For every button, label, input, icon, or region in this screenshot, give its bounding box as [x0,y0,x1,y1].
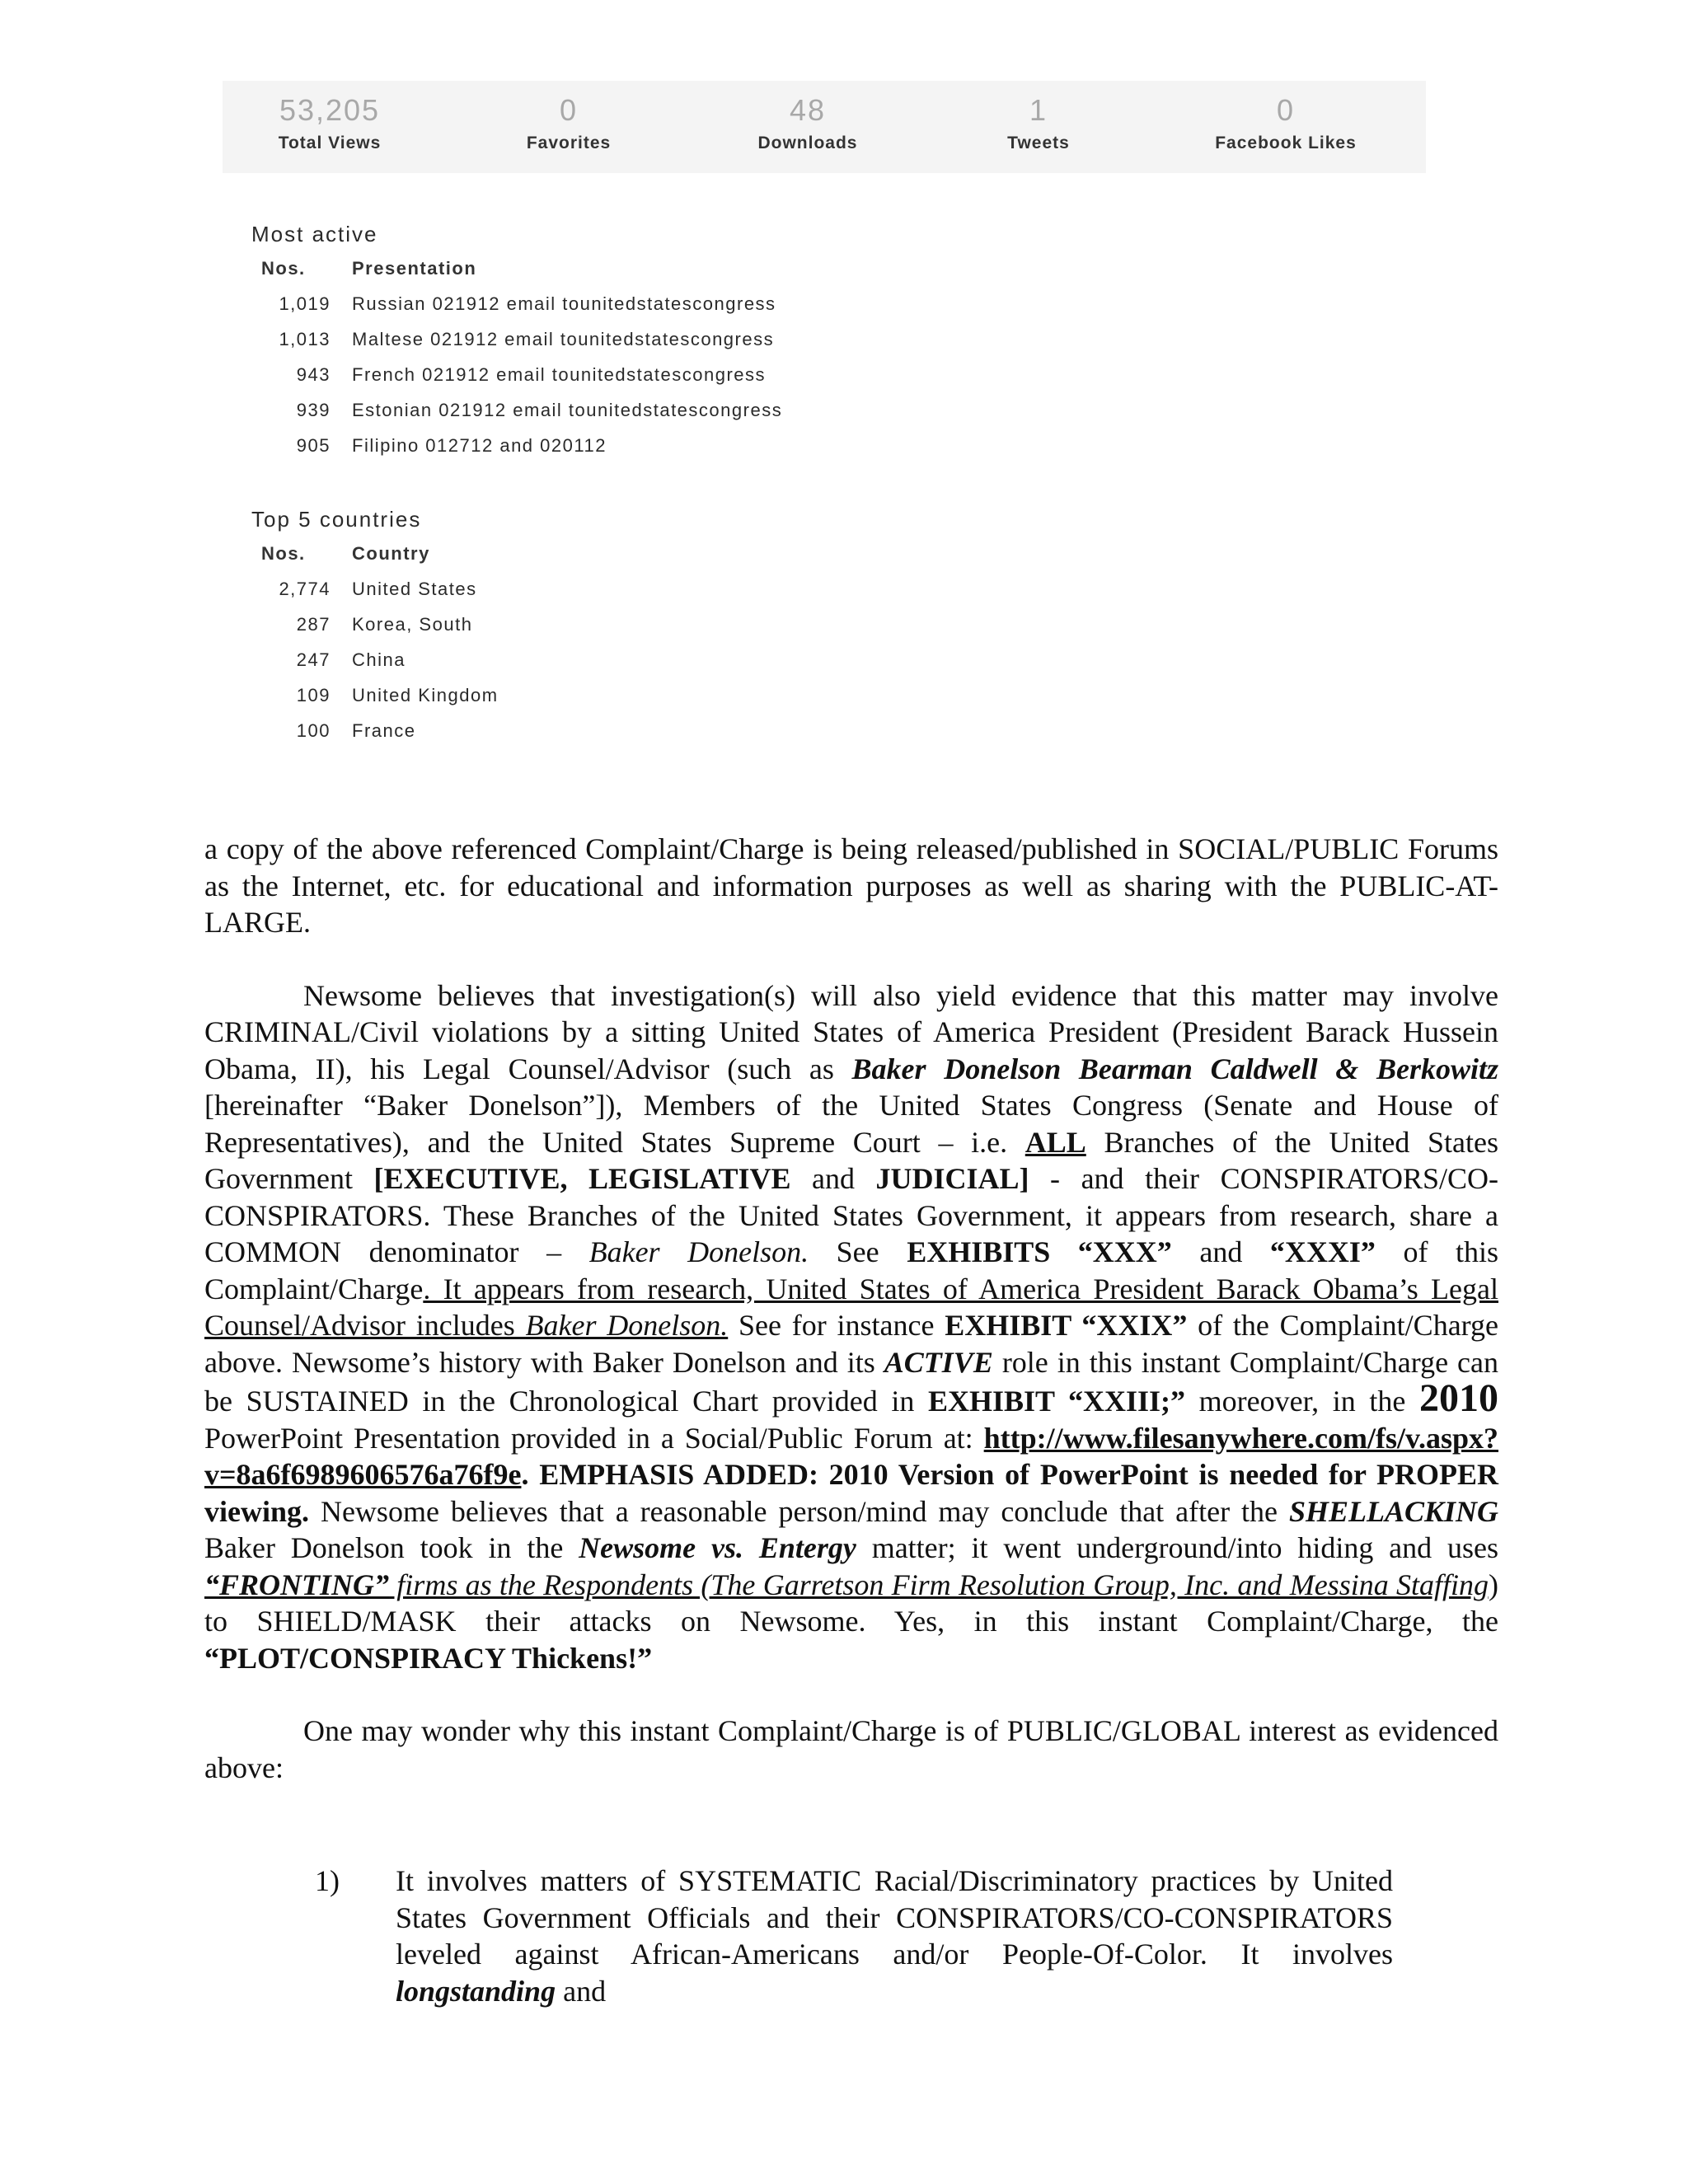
most-active-title: Most active [251,222,378,246]
exhibit-ref-xxix: EXHIBIT “XXIX” [945,1309,1188,1342]
stat-downloads [701,92,915,153]
row-presentation: Russian 021912 email tounitedstatescongress [352,293,776,314]
row-count: 1,019 [279,293,331,314]
emphasis-branches: [EXECUTIVE, LEGISLATIVE [373,1162,791,1195]
text-run: Newsome believes that a reasonable person/mind may conclude that after the [309,1494,1289,1528]
row-presentation: French 021912 email tounitedstatescongress [352,363,767,385]
table-row [251,607,499,642]
header-nos: Nos. [261,542,306,564]
stat-facebook-likes [1179,92,1393,153]
emphasis-baker-donelson-full: Baker Donelson Bearman Caldwell & Berkowitz [851,1052,1498,1085]
paragraph-intro: a copy of the above referenced Complaint/Charge is being released/published in SOCIAL/PUBLIC Forums as the Internet, etc. for educational and information purposes as well as sharing with the PUBLIC-AT-LARGE. [204,832,1498,939]
text-run: and [790,1162,876,1195]
emphasis-shellacking: SHELLACKING [1288,1494,1498,1528]
table-header [251,536,499,571]
row-country: United States [352,578,477,599]
text-run: moreover, in the [1185,1385,1419,1418]
table-row [251,357,782,392]
text-run: and [1171,1235,1270,1268]
row-count: 247 [296,649,331,670]
most-active-table [251,218,782,463]
row-count: 939 [296,399,331,420]
table-row [251,571,499,607]
row-country: China [352,649,406,670]
row-count: 100 [296,719,331,741]
stat-label: Facebook Likes [1215,134,1357,152]
paragraph-gap [204,941,1498,977]
row-country: United Kingdom [352,684,499,705]
emphasis-fronting: “FRONTING” [204,1568,390,1601]
emphasis-added-note: EMPHASIS ADDED: 2010 Version of PowerPoint is needed for PROPER viewing. [204,1458,1498,1528]
stat-label: Tweets [1007,134,1070,152]
row-country: France [352,719,416,741]
underlined-baker-donelson: Baker Donelson. [525,1309,729,1342]
list-number: 1) [315,1864,340,1897]
row-count: 109 [296,684,331,705]
table-header [251,251,782,286]
exhibit-ref-xxiii: EXHIBIT “XXIII;” [927,1385,1186,1418]
row-count: 1,013 [279,328,331,349]
text-run: ) to SHIELD/MASK their attacks on Newsome. Yes, in this instant Complaint/Charge, the [204,1568,1498,1638]
emphasis-2010: 2010 [1419,1376,1498,1420]
stat-value: 0 [559,93,579,127]
stat-label: Total Views [278,134,382,152]
table-row [251,713,499,748]
document-body [204,831,1498,1786]
text-run: Newsome believes that investigation(s) will also yield evidence that this matter may involve CRIMINAL/Civil violations by a sitting United States of America President (President Barack Hussein Obama, II), his Legal Counsel/Advisor (such as [204,978,1498,1085]
text-run: . [521,1458,529,1491]
text-run: PowerPoint Presentation provided in a Social/Public Forum at: [204,1421,984,1455]
row-count: 943 [296,363,331,385]
row-count: 905 [296,434,331,456]
stat-favorites [462,92,676,153]
stat-tweets [931,92,1146,153]
list-item [315,1863,1393,2009]
exhibit-ref-xxxi: “XXXI” [1269,1235,1376,1268]
paragraph-gap [204,1676,1498,1713]
stat-label: Favorites [526,134,612,152]
paragraph-public-interest: One may wonder why this instant Complaint/Charge is of PUBLIC/GLOBAL interest as evidenced above: [204,1714,1498,1784]
text-run: role in this instant Complaint/Charge can be SUSTAINED in the Chronological Chart provided in [204,1345,1498,1418]
stat-label: Downloads [757,134,858,152]
exhibit-ref-xxx: EXHIBITS “XXX” [907,1235,1172,1268]
text-run: It involves matters of SYSTEMATIC Racial/Discriminatory practices by United States Government Officials and their CONSPIRATORS/CO-CONSPIRATORS leveled against African-Americans and/or People-Of-Color. It involves [396,1864,1393,1971]
text-run: of the Complaint/Charge above. Newsome’s history with Baker Donelson and its [204,1309,1498,1379]
text-run: matter; it went underground/into hiding and uses [856,1531,1499,1564]
top-countries-title: Top 5 countries [251,507,422,532]
underlined-respondents: firms as the Respondents (The Garretson Firm Resolution Group, Inc. and Messina Staffing [389,1568,1489,1601]
text-run: See for instance [728,1309,945,1342]
row-count: 287 [296,613,331,635]
stat-value: 1 [1029,93,1048,127]
stat-value: 48 [789,93,827,127]
emphasis-longstanding: longstanding [396,1974,556,2008]
row-presentation: Maltese 021912 email tounitedstatescongress [352,328,775,349]
text-run: - and their CONSPIRATORS/CO-CONSPIRATORS. These Branches of the United States Government, it appears from research, share a COMMON denominator – [204,1162,1498,1268]
emphasis-judicial: JUDICIAL] [875,1162,1029,1195]
top-countries-table [251,503,499,748]
header-nos: Nos. [261,257,306,279]
table-row [251,428,782,463]
case-name: Newsome vs. Entergy [579,1531,856,1564]
row-count: 2,774 [279,578,331,599]
header-presentation: Presentation [352,257,477,279]
emphasis-all: ALL [1025,1125,1086,1159]
emphasis-active: ACTIVE [884,1345,993,1379]
text-run: [hereinafter “Baker Donelson”]), Members of the United States Congress (Senate and House of Representatives), and the United States Supreme Court – i.e. [204,1089,1498,1159]
row-country: Korea, South [352,613,473,635]
text-run: of this Complaint/Charge [204,1235,1498,1305]
table-row [251,286,782,321]
table-row [251,677,499,713]
row-presentation: Filipino 012712 and 020112 [352,434,607,456]
underlined-sentence: . It appears from research, United States of America President Barack Obama’s Legal Counsel/Advisor includes [204,1272,1498,1342]
stat-value: 53,205 [279,93,381,127]
text-run: Branches of the United States Government [204,1125,1498,1195]
stats-bar [223,81,1426,173]
emphasis-plot-thickens: “PLOT/CONSPIRACY Thickens!” [204,1641,653,1675]
header-country: Country [352,542,430,564]
row-presentation: Estonian 021912 email tounitedstatescongress [352,399,783,420]
stat-value: 0 [1276,93,1296,127]
powerpoint-link[interactable]: http://www.filesanywhere.com/fs/v.aspx?v=8a6f6989606576a76f9e [204,1421,1498,1491]
table-row [251,321,782,357]
table-row [251,642,499,677]
text-run: and [556,1974,607,2008]
text-run: See [809,1235,907,1268]
emphasis-baker-donelson: Baker Donelson. [588,1235,809,1268]
stat-total-views [223,92,437,153]
text-run: Baker Donelson took in the [204,1531,579,1564]
table-row [251,392,782,428]
paragraph-investigation [204,977,1498,1677]
